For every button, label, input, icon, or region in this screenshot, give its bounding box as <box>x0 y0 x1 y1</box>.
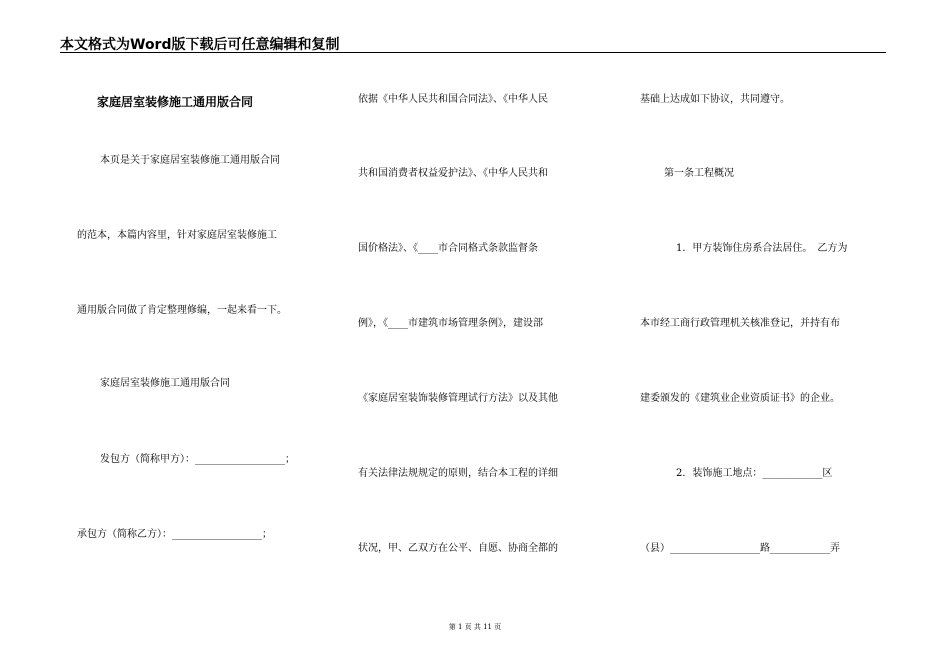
text-line: 本市经工商行政管理机关核准登记，并持有布 <box>640 318 840 329</box>
text-line: 建委颁发的《建筑业企业资质证书》的企业。 <box>640 393 840 404</box>
text-line: （县）__________________路____________弄 <box>640 543 840 554</box>
document-title: 家庭居室装修施工通用版合同 <box>97 95 254 109</box>
text-line: 状况，甲、乙双方在公平、自愿、协商全都的 <box>358 543 558 554</box>
text-line: 的范本，本篇内容里，针对家庭居室装修施工 <box>77 230 277 241</box>
text-line: 国价格法》、《____市合同格式条款监督条 <box>358 243 538 254</box>
text-line: 通用版合同做了肯定整理修编，一起来看一下。 <box>77 305 287 316</box>
text-line: 2．装饰施工地点：____________区 <box>676 468 833 479</box>
page-number: 第 1 页 共 11 页 <box>448 623 502 631</box>
text-line: 例》，《____市建筑市场管理条例》，建设部 <box>358 318 543 329</box>
section-heading: 第一条工程概况 <box>664 168 734 179</box>
text-line: 承包方（简称乙方）：__________________； <box>77 529 272 540</box>
text-line: 发包方（简称甲方）：__________________； <box>100 454 295 465</box>
text-line: 1．甲方装饰住房系合法居住。 乙方为 <box>676 243 848 254</box>
header-divider <box>60 52 886 53</box>
text-line: 依据《中华人民共和国合同法》、《中华人民 <box>358 94 548 105</box>
text-line: 《家庭居室装饰装修管理试行方法》以及其他 <box>358 393 558 404</box>
text-line: 家庭居室装修施工通用版合同 <box>100 378 230 389</box>
text-line: 有关法律法规规定的原则，结合本工程的详细 <box>358 468 558 479</box>
text-line: 基础上达成如下协议，共同遵守。 <box>640 94 790 105</box>
text-line: 共和国消费者权益爱护法》、《中华人民共和 <box>358 168 548 179</box>
document-header: 本文格式为Word版下载后可任意编辑和复制 <box>60 37 340 53</box>
text-line: 本页是关于家庭居室装修施工通用版合同 <box>100 155 280 166</box>
